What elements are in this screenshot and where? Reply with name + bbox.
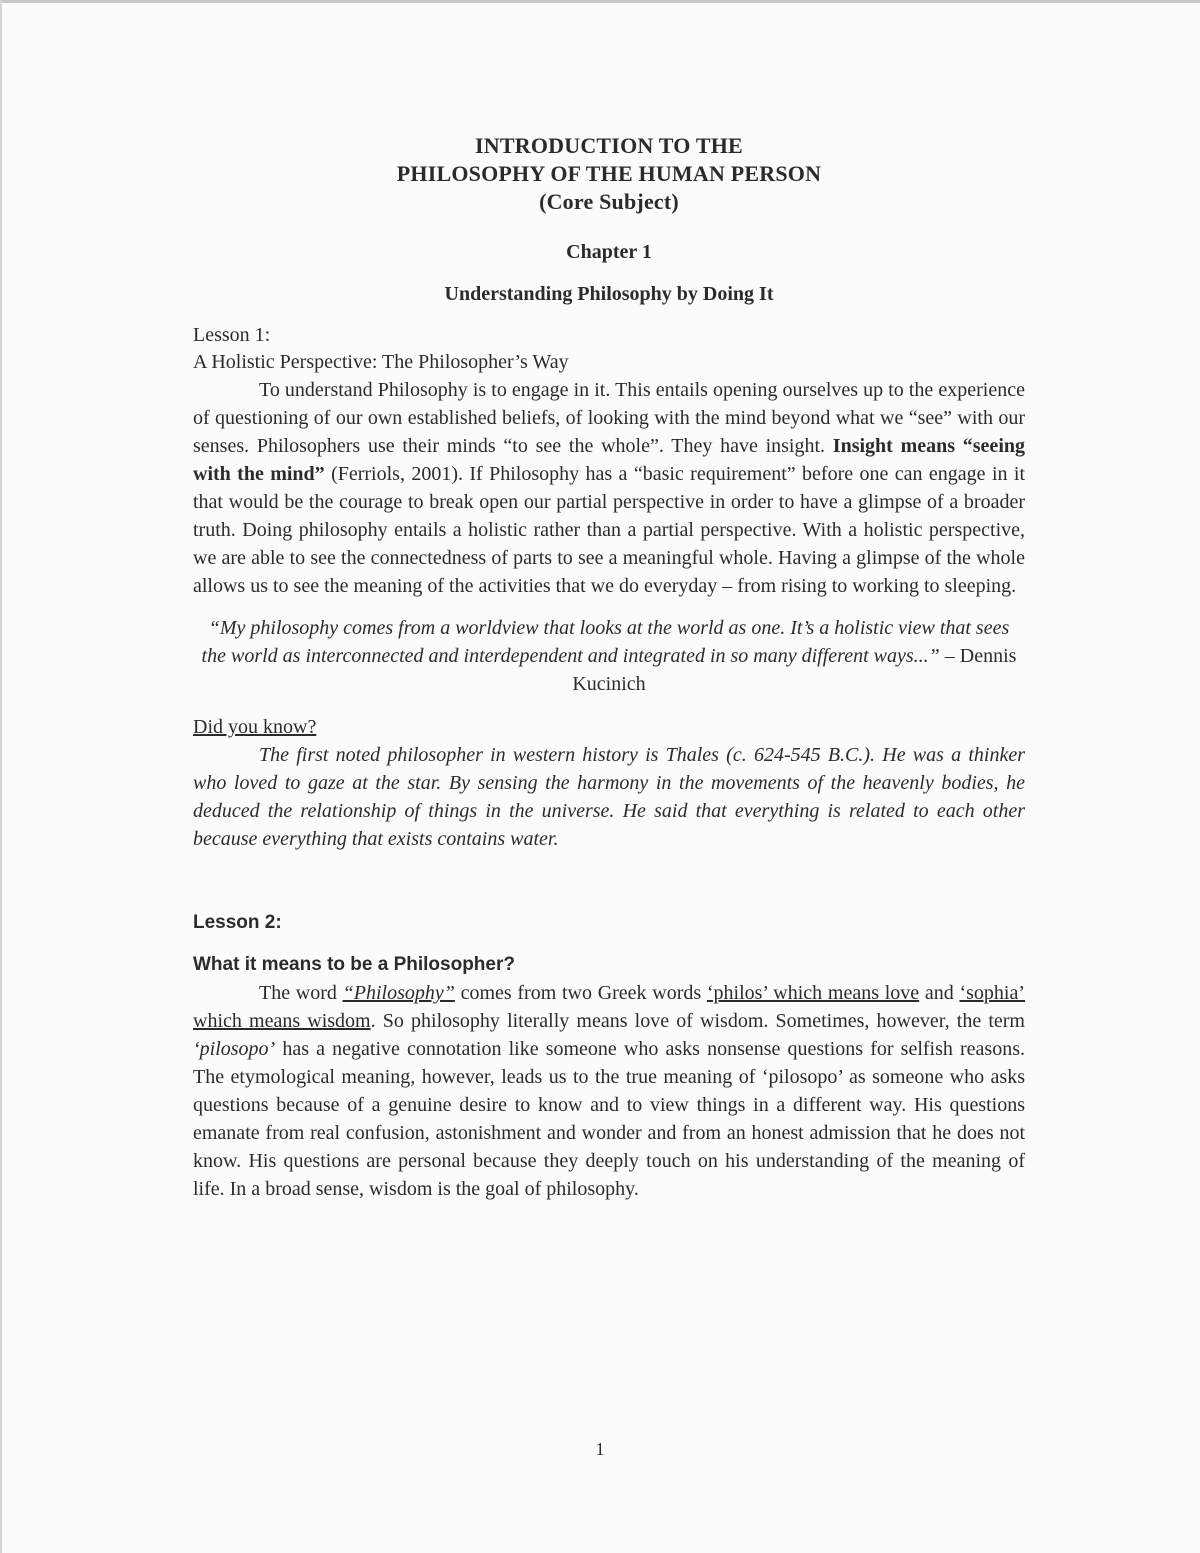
insight-definition: Insight means “seeing with the mind” bbox=[193, 435, 1025, 485]
term-sophia: ‘sophia’ which means wisdom bbox=[193, 982, 1025, 1032]
page-content bbox=[193, 132, 1025, 1203]
term-pilosopo: ‘pilosopo’ bbox=[193, 1038, 276, 1060]
thales-fact: The first noted philosopher in western history is Thales (c. 624-545 B.C.). He was a thinker who loved to gaze at the star. By sensing the harmony in the movements of the heavenly bodies, he deduced the relationship of things in the universe. He said that everything is related to each other because everything that exists contains water. bbox=[193, 744, 1025, 850]
lesson1-paragraph bbox=[193, 376, 1025, 600]
scan-edge-left bbox=[0, 0, 2, 1553]
document-title bbox=[193, 132, 1025, 216]
lesson2-label: Lesson 2: bbox=[193, 912, 282, 933]
chapter-title: Understanding Philosophy by Doing It bbox=[444, 283, 774, 305]
l2-start: The word bbox=[259, 982, 343, 1004]
page-number: 1 bbox=[595, 1439, 605, 1459]
l2-and: and bbox=[919, 982, 960, 1004]
quote-text: “My philosophy comes from a worldview that looks at the world as one. It’s a holistic view that sees the world as interconnected and interdependent and integrated in so many different ways...” bbox=[201, 617, 1010, 667]
lesson2-paragraph bbox=[193, 979, 1025, 1203]
scan-edge-top bbox=[0, 0, 1200, 3]
title-line-3: (Core Subject) bbox=[539, 189, 679, 214]
term-philosophy: “Philosophy” bbox=[342, 982, 455, 1004]
lesson1-para-part1: To understand Philosophy is to engage in it. This entails opening ourselves up to the experience of questioning of our own established beliefs, of looking with the mind beyond what we “see” with our senses. Philosophers use their minds “to see the whole”. They have insight. bbox=[193, 379, 1025, 457]
l2-literally: . So philosophy literally means love of wisdom. Sometimes, however, the term bbox=[370, 1010, 1025, 1032]
lesson1-label: Lesson 1: bbox=[193, 324, 271, 346]
lesson1-heading bbox=[193, 322, 1025, 376]
lesson2-title: What it means to be a Philosopher? bbox=[193, 954, 515, 975]
chapter-label: Chapter 1 bbox=[566, 241, 652, 263]
title-line-2: PHILOSOPHY OF THE HUMAN PERSON bbox=[396, 161, 822, 186]
l2-rest: has a negative connotation like someone who asks nonsense questions for selfish reasons. The etymological meaning, however, leads us to the true meaning of ‘pilosopo’ as someone who asks questions because of a genuine desire to know and to view things in a different way. His questions emanate from real confusion, astonishment and wonder and from an honest admission that he does not know. His questions are personal because they deeply touch on his understanding of the meaning of life. In a broad sense, wisdom is the goal of philosophy. bbox=[193, 1038, 1025, 1200]
title-line-1: INTRODUCTION TO THE bbox=[475, 133, 743, 158]
lesson1-para-part2: (Ferriols, 2001). If Philosophy has a “basic requirement” before one can engage in it that would be the courage to break open our partial perspective in order to have a glimpse of a broader truth. Doing philosophy entails a holistic rather than a partial perspective. With a holistic perspective, we are able to see the connectedness of parts to see a meaningful whole. Having a glimpse of the whole allows us to see the meaning of the activities that we do everyday – from rising to working to sleeping. bbox=[193, 463, 1026, 597]
quote-author: – Dennis Kucinich bbox=[572, 645, 1017, 695]
did-you-know-heading: Did you know? bbox=[193, 716, 317, 738]
term-philos: ‘philos’ which means love bbox=[706, 982, 920, 1004]
lesson1-title: A Holistic Perspective: The Philosopher’s Way bbox=[193, 351, 569, 373]
kucinich-quote bbox=[193, 614, 1025, 698]
l2-greek: comes from two Greek words bbox=[454, 982, 707, 1004]
